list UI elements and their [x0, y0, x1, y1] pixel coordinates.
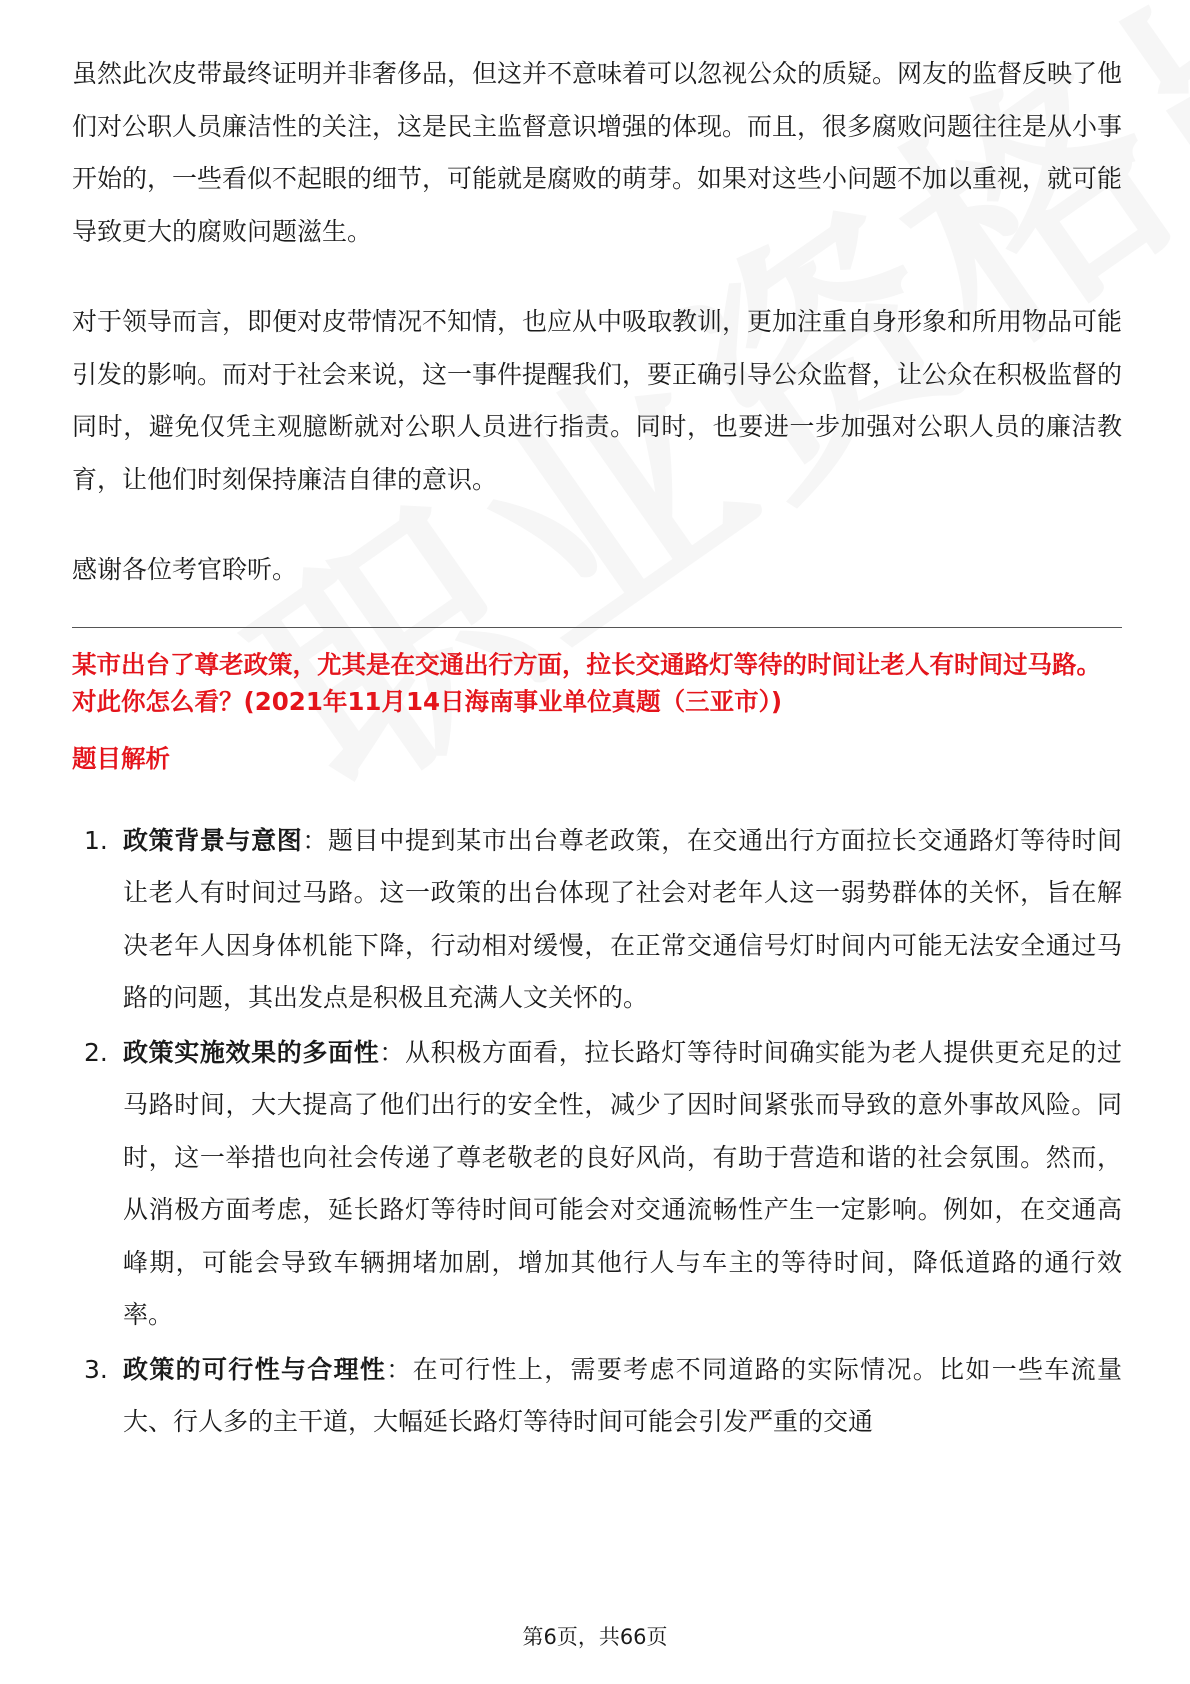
point-text: ：从积极方面看，拉长路灯等待时间确实能为老人提供更充足的过马路时间，大大提高了他们出行的安全性，减少了因时间紧张而导致的意外事故风险。同时，这一举措也向社会传递了尊老敬老的良好风尚，有助于营造和谐的社会氛围。然而，从消极方面考虑，延长路灯等待时间可能会对交通流畅性产生一定影响。例如，在交通高峰期，可能会导致车辆拥堵加剧，增加其他行人与车主的等待时间，降低道路的通行效率。: [123, 1037, 1122, 1329]
page-number: 第6页，共66页: [522, 1625, 668, 1649]
list-item: [72, 815, 1122, 1025]
point-text: ：在可行性上，需要考虑不同道路的实际情况。比如一些车流量大、行人多的主干道，大幅延长路灯等待时间可能会引发严重的交通: [123, 1354, 1122, 1436]
list-number: 1.: [84, 825, 108, 855]
point-text: ：题目中提到某市出台尊老政策，在交通出行方面拉长交通路灯等待时间让老人有时间过马路。这一政策的出台体现了社会对老年人这一弱势群体的关怀，旨在解决老年人因身体机能下降，行动相对缓慢，在正常交通信号灯时间内可能无法安全通过马路的问题，其出发点是积极且充满人文关怀的。: [123, 825, 1122, 1012]
point-heading: 政策背景与意图: [123, 825, 303, 855]
point-heading: 政策实施效果的多面性: [123, 1037, 380, 1067]
section-divider: [72, 627, 1122, 628]
paragraph-1: 虽然此次皮带最终证明并非奢侈品，但这并不意味着可以忽视公众的质疑。网友的监督反映了他们对公职人员廉洁性的关注，这是民主监督意识增强的体现。而且，很多腐败问题往往是从小事开始的，一些看似不起眼的细节，可能就是腐败的萌芽。如果对这些小问题不加以重视，就可能导致更大的腐败问题滋生。: [72, 59, 1123, 246]
question-title: 某市出台了尊老政策，尤其是在交通出行方面，拉长交通路灯等待的时间让老人有时间过马路。对此你怎么看？(2021年11月14日海南事业单位真题（三亚市）): [72, 649, 1101, 716]
analysis-list: [72, 815, 1122, 1449]
paragraph-2: 对于领导而言，即便对皮带情况不知情，也应从中吸取教训，更加注重自身形象和所用物品可能引发的影响。而对于社会来说，这一事件提醒我们，要正确引导公众监督，让公众在积极监督的同时，避免仅凭主观臆断就对公职人员进行指责。同时，也要进一步加强对公职人员的廉洁教育，让他们时刻保持廉洁自律的意识。: [72, 307, 1123, 494]
page-content: [72, 48, 1122, 1451]
paragraph-closing: 感谢各位考官聆听。: [72, 555, 298, 584]
list-item: [72, 1027, 1122, 1342]
point-heading: 政策的可行性与合理性: [123, 1354, 387, 1384]
list-number: 2.: [84, 1037, 108, 1067]
list-item: [72, 1344, 1122, 1449]
list-number: 3.: [84, 1354, 108, 1384]
analysis-heading: 题目解析: [72, 743, 170, 773]
